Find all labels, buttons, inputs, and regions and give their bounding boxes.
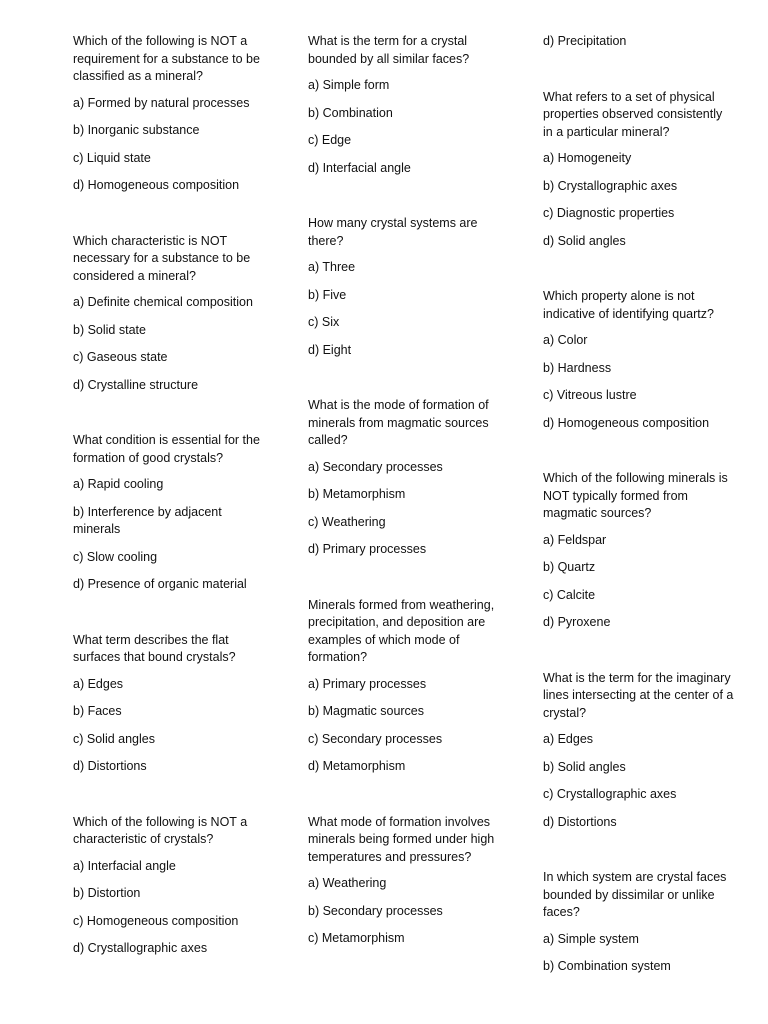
- question-block: [308, 397, 500, 559]
- question-text: What refers to a set of physical properties observed consistently in a particular mineral?: [543, 89, 723, 139]
- question-block: [543, 470, 735, 632]
- answer-option: a) Color: [543, 333, 588, 347]
- question-text: What is the term for a crystal bounded by all similar faces?: [308, 34, 470, 66]
- question-text: What is the mode of formation of minerals from magmatic sources called?: [308, 398, 489, 447]
- answer-option: a) Homogeneity: [543, 151, 632, 165]
- column-middle: [308, 33, 500, 958]
- question-text: In which system are crystal faces bounded by dissimilar or unlike faces?: [543, 870, 727, 919]
- block-spacer: [543, 841, 735, 869]
- answer-option: a) Three: [308, 260, 356, 274]
- question-block: [308, 215, 500, 359]
- answer-option: a) Simple system: [543, 931, 639, 946]
- answer-option: a) Edges: [543, 732, 594, 746]
- question-text: What mode of formation involves minerals being formed under high temperatures and pressures?: [308, 814, 495, 864]
- question-text: What term describes the flat surfaces that bound crystals?: [73, 632, 236, 664]
- question-block: [73, 632, 265, 776]
- answer-option: b) Solid state: [73, 322, 146, 337]
- answer-option: c) Gaseous state: [73, 350, 168, 364]
- answer-option: a) Formed by natural processes: [73, 95, 250, 110]
- block-spacer: [73, 205, 265, 233]
- block-spacer: [543, 442, 735, 470]
- block-spacer: [73, 604, 265, 632]
- block-spacer: [73, 786, 265, 814]
- block-spacer: [308, 569, 500, 597]
- answer-option: c) Metamorphism: [308, 931, 405, 945]
- block-spacer: [543, 61, 735, 89]
- answer-option: d) Metamorphism: [308, 759, 406, 773]
- answer-option: b) Crystallographic axes: [543, 178, 678, 193]
- question-block: [73, 33, 265, 195]
- answer-option: c) Homogeneous composition: [73, 913, 239, 928]
- answer-option: b) Metamorphism: [308, 487, 406, 501]
- answer-option: a) Rapid cooling: [73, 477, 164, 491]
- column-left: [73, 33, 265, 968]
- answer-option: d) Solid angles: [543, 233, 626, 248]
- question-text: Which of the following is NOT a characteristic of crystals?: [73, 814, 248, 846]
- answer-option: a) Definite chemical composition: [73, 295, 253, 309]
- question-block: [73, 432, 265, 594]
- answer-option: d) Distortions: [543, 814, 617, 829]
- answer-option: d) Primary processes: [308, 542, 427, 556]
- question-text: Minerals formed from weathering, precipitation, and deposition are examples of which mode of formation?: [308, 597, 495, 664]
- answer-option: a) Simple form: [308, 78, 390, 92]
- question-block: [543, 288, 735, 432]
- answer-option: c) Crystallographic axes: [543, 787, 677, 801]
- question-text: Which of the following is NOT a requirement for a substance to be classified as a mineral?: [73, 34, 260, 83]
- answer-option: c) Calcite: [543, 587, 596, 602]
- answer-option: b) Inorganic substance: [73, 123, 200, 137]
- answer-option: a) Primary processes: [308, 676, 427, 691]
- question-block: [73, 814, 265, 958]
- answer-option: b) Magmatic sources: [308, 704, 425, 718]
- block-spacer: [308, 187, 500, 215]
- question-block: [73, 233, 265, 395]
- answer-option: b) Distortion: [73, 886, 141, 900]
- answer-option: d) Crystalline structure: [73, 377, 199, 392]
- question-block: [543, 33, 735, 51]
- answer-option: b) Solid angles: [543, 759, 626, 774]
- question-text: Which property alone is not indicative of identifying quartz?: [543, 289, 714, 321]
- answer-option: c) Secondary processes: [308, 731, 443, 746]
- block-spacer: [308, 369, 500, 397]
- answer-option: c) Diagnostic properties: [543, 206, 675, 220]
- answer-option: d) Precipitation: [543, 34, 627, 48]
- answer-option: a) Weathering: [308, 876, 387, 890]
- answer-option: c) Weathering: [308, 514, 386, 529]
- block-spacer: [73, 404, 265, 432]
- answer-option: d) Distortions: [73, 759, 147, 773]
- question-block: [543, 670, 735, 832]
- question-text: What is the term for the imaginary lines intersecting at the center of a crystal?: [543, 670, 734, 720]
- answer-option: a) Edges: [73, 676, 124, 691]
- answer-option: c) Solid angles: [73, 731, 155, 746]
- question-block: [308, 33, 500, 177]
- answer-option: c) Edge: [308, 133, 352, 147]
- question-block: [308, 597, 500, 776]
- answer-option: a) Secondary processes: [308, 459, 443, 474]
- column-right: [543, 33, 735, 986]
- question-block: [543, 89, 735, 251]
- question-text: What condition is essential for the formation of good crystals?: [73, 433, 260, 465]
- answer-option: a) Interfacial angle: [73, 858, 176, 873]
- answer-option: d) Pyroxene: [543, 615, 611, 629]
- answer-option: d) Homogeneous composition: [543, 415, 710, 430]
- question-block: [308, 814, 500, 948]
- answer-option: c) Liquid state: [73, 150, 151, 165]
- answer-option: d) Presence of organic material: [73, 577, 247, 591]
- question-text: Which of the following minerals is NOT typically formed from magmatic sources?: [543, 471, 728, 520]
- answer-option: a) Feldspar: [543, 532, 607, 547]
- answer-option: b) Faces: [73, 704, 122, 718]
- answer-option: b) Interference by adjacent minerals: [73, 504, 222, 536]
- question-text: How many crystal systems are there?: [308, 216, 478, 248]
- answer-option: d) Eight: [308, 342, 352, 357]
- question-block: [543, 869, 735, 976]
- block-spacer: [308, 786, 500, 814]
- answer-option: b) Hardness: [543, 360, 612, 375]
- answer-option: b) Combination system: [543, 959, 671, 973]
- block-spacer: [543, 260, 735, 288]
- answer-option: d) Interfacial angle: [308, 160, 411, 175]
- answer-option: c) Six: [308, 315, 340, 329]
- answer-option: b) Five: [308, 287, 347, 302]
- answer-option: b) Combination: [308, 105, 393, 120]
- answer-option: b) Secondary processes: [308, 903, 443, 918]
- answer-option: d) Crystallographic axes: [73, 941, 208, 955]
- answer-option: c) Slow cooling: [73, 549, 158, 564]
- answer-option: c) Vitreous lustre: [543, 388, 637, 402]
- answer-option: b) Quartz: [543, 560, 596, 574]
- answer-option: d) Homogeneous composition: [73, 178, 240, 192]
- block-spacer: [543, 642, 735, 670]
- question-text: Which characteristic is NOT necessary for a substance to be considered a mineral?: [73, 233, 251, 283]
